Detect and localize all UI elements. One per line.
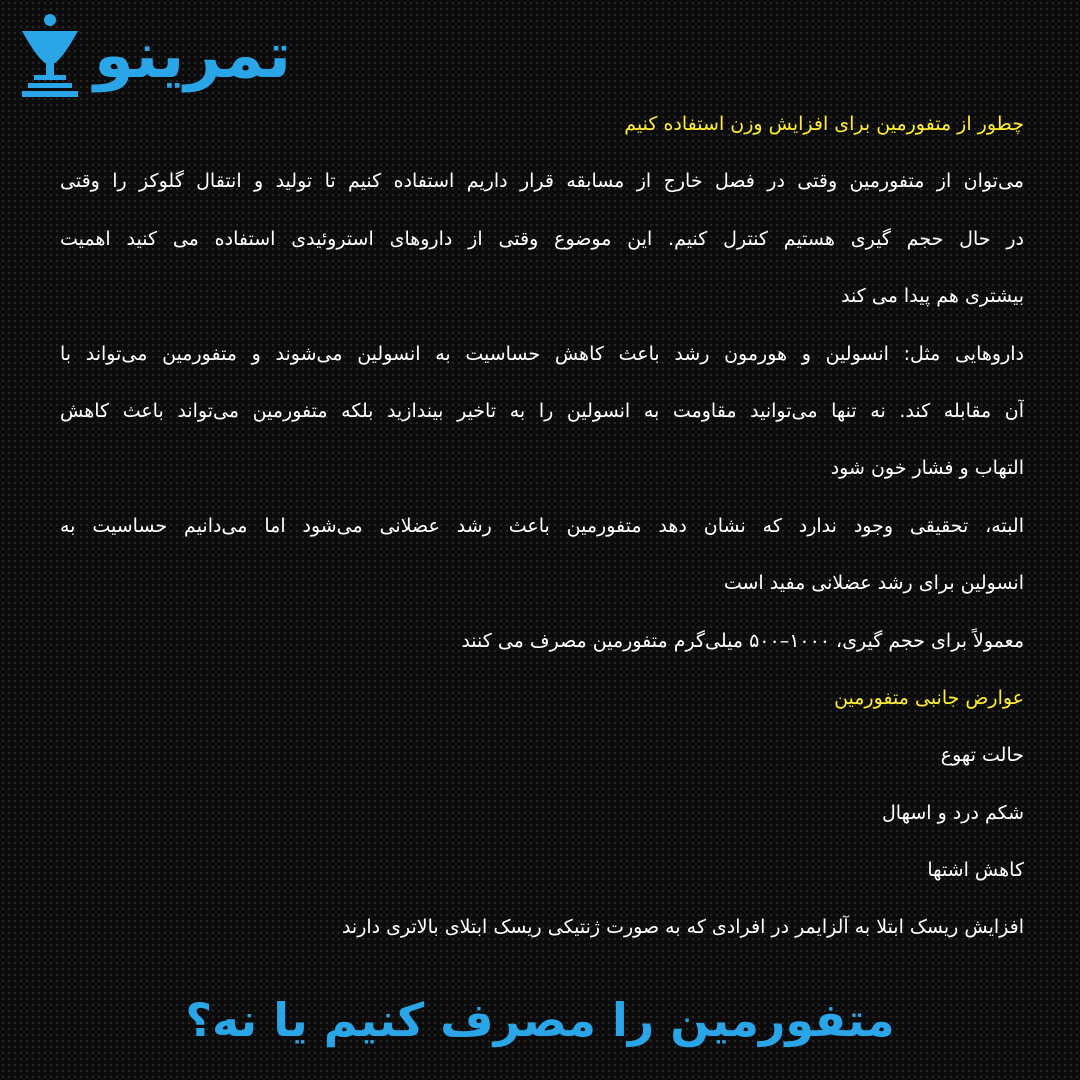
paragraph-line: داروهایی مثل: انسولین و هورمون رشد باعث کاهش حساسیت به انسولین می‌شوند و متفورمین می‌تواند با bbox=[60, 342, 1024, 365]
section-heading-weight-gain: چطور از متفورمین برای افزایش وزن استفاده کنیم bbox=[624, 113, 1024, 135]
footer-title: متفورمین را مصرف کنیم یا نه؟ bbox=[185, 993, 895, 1047]
side-effect-item: افزایش ریسک ابتلا به آلزایمر در افرادی که به صورت ژنتیکی ریسک ابتلای بالاتری دارند bbox=[341, 916, 1024, 939]
paragraph-line: آن مقابله کند. نه تنها می‌توانید مقاومت به انسولین را به تاخیر بیندازید بلکه متفورمین می‌تواند باعث کاهش bbox=[60, 399, 1024, 422]
dosage-line: معمولاً برای حجم گیری، ۱۰۰۰–۵۰۰ میلی‌گرم متفورمین مصرف می کنند bbox=[461, 629, 1024, 652]
paragraph-line: در حال حجم گیری هستیم کنترل کنیم. این موضوع وقتی از داروهای استروئیدی استفاده می کنید اهمیت bbox=[60, 227, 1024, 250]
side-effect-item: شکم درد و اسهال bbox=[882, 801, 1024, 824]
section-heading-side-effects: عوارض جانبی متفورمین bbox=[834, 686, 1024, 709]
paragraph-line: البته، تحقیقی وجود ندارد که نشان دهد متفورمین باعث رشد عضلانی می‌شود اما می‌دانیم حساسیت به bbox=[60, 514, 1024, 537]
side-effect-item: کاهش اشتها bbox=[927, 859, 1024, 882]
paragraph-line: بیشتری هم پیدا می کند bbox=[841, 285, 1024, 308]
paragraph-line: انسولین برای رشد عضلانی مفید است bbox=[723, 572, 1024, 595]
brand-logo bbox=[14, 8, 444, 104]
brand-name: تمرینو bbox=[94, 19, 292, 93]
paragraph-line: التهاب و فشار خون شود bbox=[830, 457, 1024, 480]
article-body bbox=[60, 96, 1024, 957]
side-effect-item: حالت تهوع bbox=[940, 744, 1024, 767]
paragraph-line: می‌توان از متفورمین وقتی در فصل خارج از مسابقه قرار داریم استفاده کنیم تا تولید و انتقال گلوکز را وقتی bbox=[60, 170, 1024, 193]
chalice-logo-icon bbox=[14, 11, 86, 101]
